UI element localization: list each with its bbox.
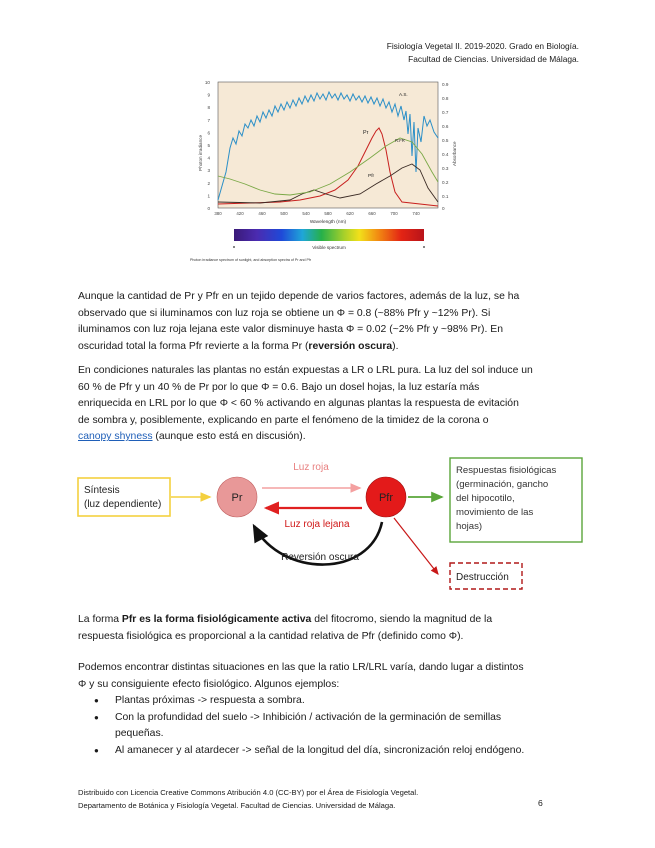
paragraph-4 [78,660,578,693]
ytick-left: 6 [207,130,210,136]
text-run: (aunque esto está en discusión). [152,431,306,443]
synthesis-label: Síntesis [84,485,120,496]
destruction-label: Destrucción [456,572,509,583]
header-line-2: Facultad de Ciencias. Universidad de Málaga. [408,54,579,64]
ytick-left: 0 [207,206,210,211]
ytick-right: 0.8 [442,96,449,101]
paragraph-line: Podemos encontrar distintas situaciones en las que la ratio LR/LRL varía, dando lugar a distintos [78,662,524,673]
destruction-box [450,563,522,589]
ytick-left: 1 [207,193,210,199]
text-run: ). [392,340,399,352]
xtick: 420 [236,211,244,216]
xtick: 700 [390,211,398,216]
ytick-left: 5 [207,143,210,148]
responses-line: (germinación, gancho [456,479,549,490]
text-run: del fitocromo, siendo la magnitud de la [311,614,493,625]
xlabel: Wavelength (nm) [309,220,347,225]
ytick-right: 0.9 [442,82,449,87]
footer-line-2: Departamento de Botánica y Fisiología Vegetal. Facultad de Ciencias. Universidad de Málaga. [78,800,396,810]
list-item: ● Plantas próximas -> respuesta a sombra. [78,693,578,710]
paragraph-3 [78,612,578,645]
list-item: ● Con la profundidad del suelo -> Inhibición / activación de la germinación de semillas [78,710,578,727]
canopy-shyness-link[interactable]: canopy shyness [78,431,153,443]
ytick-left: 2 [207,180,210,186]
paragraph-line: respuesta fisiológica es proporcional a la cantidad relativa de Pfr (definido como Φ). [78,630,464,642]
ylabel-right: Absorbance [452,141,457,166]
far-red-light-label: Luz roja lejana [284,519,350,530]
phytochrome-diagram [70,450,590,600]
ytick-right: 0.6 [442,124,449,129]
destruction-arrow [394,518,438,574]
ytick-right: 0.5 [442,138,449,143]
paragraph-line: 60 % de Pfr y un 40 % de Pr por lo que Φ = 0.6. Bajo un dosel hojas, la luz estaría más [78,381,480,393]
page-header [387,40,579,66]
xtick: 580 [324,211,332,216]
synthesis-sublabel: (luz dependiente) [84,499,162,510]
dark-reversion-label: Reversión oscura [281,552,359,563]
paragraph-line [78,429,578,446]
paragraph-2 [78,363,578,446]
spectrum-figure [190,76,460,272]
xtick: 460 [258,211,266,216]
bold-term: reversión oscura [308,340,393,352]
ytick-left: 4 [207,155,210,161]
paragraph-line: de sombra y, posiblemente, explicando en parte el fenómeno de la timidez de la corona o [78,414,489,426]
label-as: A.S. [399,92,408,97]
ytick-left: 8 [207,105,210,111]
responses-line: movimiento de las [456,507,534,518]
xtick: 540 [302,211,310,216]
ytick-left: 9 [207,92,210,98]
ytick-left: 7 [207,117,210,123]
x-axis-ticks [214,211,420,216]
ytick-left: 3 [207,168,210,174]
pfr-label: Pfr [378,492,394,504]
ylabel-left: Photon irradiance [198,134,203,171]
synthesis-box [78,478,170,516]
xtick: 660 [368,211,376,216]
figure-caption: Photon irradiance spectrum of sunlight, and absorption spectra of Pr and Pfr [190,258,312,262]
red-light-label: Luz roja [293,462,329,473]
ytick-left: 10 [204,80,210,85]
paragraph-line: Aunque la cantidad de Pr y Pfr en un tejido depende de varios factores, además de la luz, se ha [78,291,520,302]
list-item: ● Al amanecer y al atardecer -> señal de la longitud del día, sincronización reloj endógeno. [78,743,578,760]
pr-label: Pr [231,492,243,504]
responses-line: del hipocotilo, [456,493,515,504]
paragraph-line [78,612,578,629]
xtick: 740 [412,211,420,216]
text-run: oscuridad total la forma Pfr revierte a la forma Pr ( [78,340,309,352]
ytick-right: 0.2 [442,180,449,185]
header-line-1: Fisiología Vegetal II. 2019-2020. Grado en Biología. [386,41,579,51]
list-item-continuation: pequeñas. [115,728,164,740]
page-number: 6 [538,798,543,808]
paragraph-line [78,339,578,356]
paragraph-line: Φ y su consiguiente efecto fisiológico. Algunos ejemplos: [78,678,340,690]
responses-box [450,458,582,542]
xtick: 500 [280,211,288,216]
ytick-right: 0.7 [442,110,449,115]
visible-spectrum-bar [234,229,424,241]
plot-area [218,82,438,208]
ytick-right: 0 [442,206,445,211]
label-pfr: Pfr [368,174,375,179]
page-footer [78,787,578,812]
right-axis-ticks [442,82,449,211]
paragraph-1 [78,289,578,355]
paragraph-line: enriquecida en LRL por lo que Φ < 60 % activando en algunas plantas la respuesta de evitación [78,398,519,410]
examples-list [78,693,578,759]
xtick: 380 [214,211,222,216]
ytick-right: 0.3 [442,166,449,171]
responses-line: Respuestas fisiológicas [456,465,557,476]
xtick: 620 [346,211,354,216]
paragraph-line: En condiciones naturales las plantas no están expuestas a LR o LRL pura. La luz del sol induce un [78,365,533,376]
footer-line-1: Distribuido con Licencia Creative Commons Atribución 4.0 (CC-BY) por el Área de Fisiología Vegetal. [78,788,419,797]
paragraph-line: observado que si iluminamos con luz roja se obtiene un Φ = 0.8 (~88% Pfr y ~12% Pr). Si [78,307,491,319]
bold-term: Pfr es la forma fisiológicamente activa [121,614,312,625]
label-pr: Pr [363,130,369,136]
label-ratio: R:FR [395,138,405,143]
left-axis-ticks [205,80,211,211]
ytick-right: 0.1 [442,194,449,199]
ytick-right: 0.4 [442,152,449,157]
visible-spectrum-label: Visible spectrum [312,245,346,250]
paragraph-line: iluminamos con luz roja lejana este valor disminuye hasta Φ = 0.02 (~2% Pfr y ~98% Pr). En [78,324,503,336]
text-run: La forma [78,614,122,625]
responses-line: hojas) [456,521,483,532]
